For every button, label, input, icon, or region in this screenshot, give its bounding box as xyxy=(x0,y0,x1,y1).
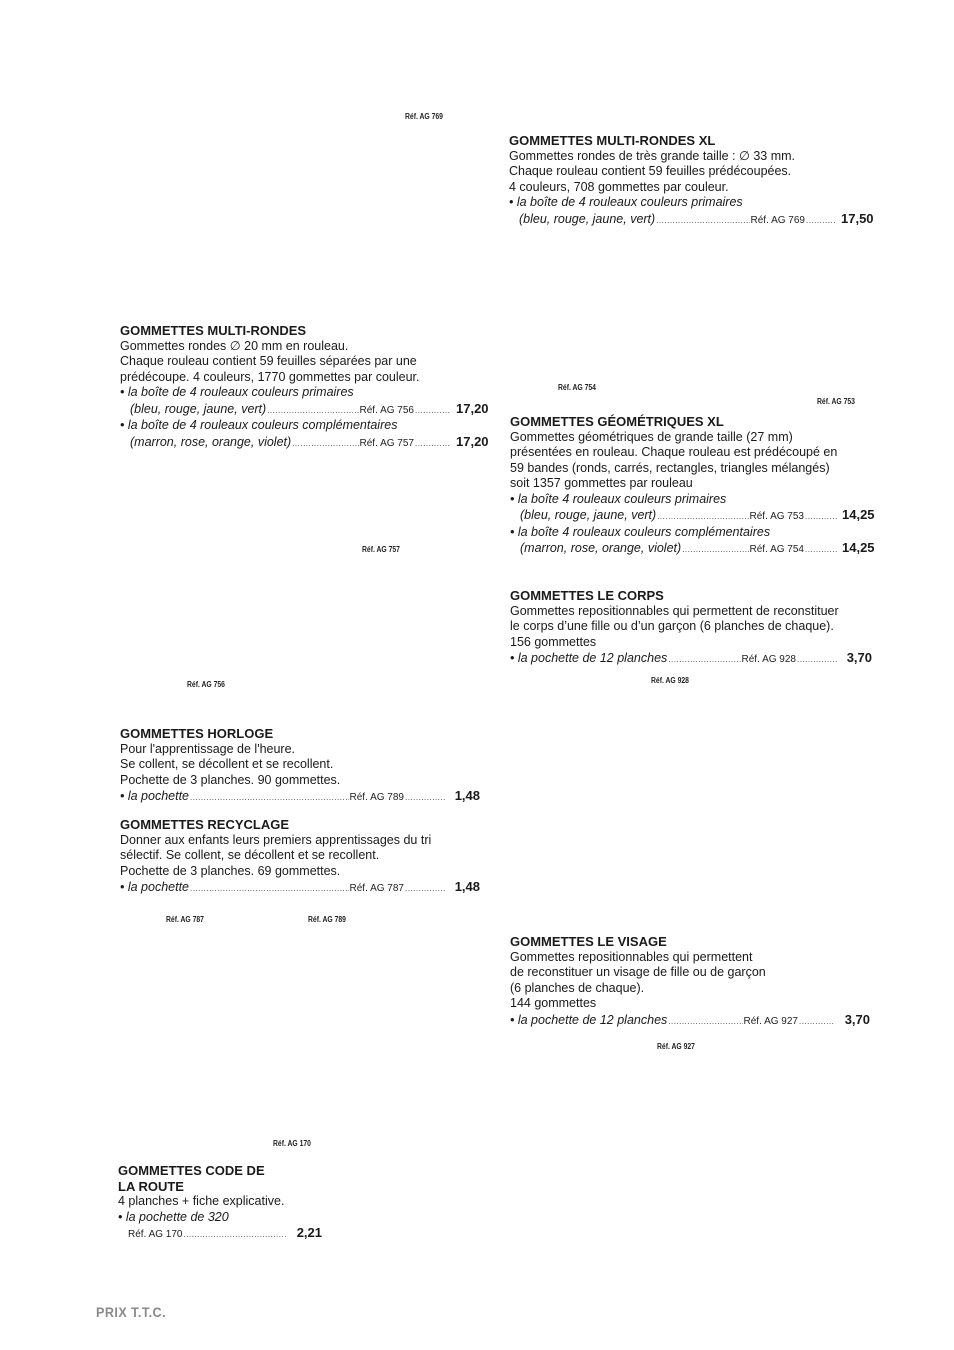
item-label: • la boîte de 4 rouleaux couleurs complémentaires xyxy=(120,418,398,432)
product-recyclage xyxy=(120,817,480,897)
leader-dots xyxy=(415,436,451,452)
product-multi-rondes xyxy=(120,323,489,451)
product-description: Gommettes rondes ∅ 20 mm en rouleau. Chaque rouleau contient 59 feuilles séparées par une prédécoupe. 4 couleurs, 1770 gommettes par couleur. xyxy=(120,338,420,384)
leader-dots xyxy=(682,542,748,558)
product-description: 4 planches + fiche explicative. xyxy=(118,1194,285,1208)
product-title: GOMMETTES HORLOGE xyxy=(120,726,274,741)
price-line xyxy=(120,433,489,452)
leader-dots xyxy=(405,790,445,806)
item-price: 1,48 xyxy=(454,788,480,803)
product-horloge xyxy=(120,726,480,806)
item-sub-label: (bleu, rouge, jaune, vert) xyxy=(519,211,656,226)
price-line xyxy=(510,1012,870,1030)
item-ref: Réf. AG 787 xyxy=(349,883,404,894)
item-ref: Réf. AG 928 xyxy=(741,654,796,665)
item-price: 17,50 xyxy=(841,210,874,226)
ref-label-ag928: Réf. AG 928 xyxy=(651,676,689,685)
price-line xyxy=(120,788,480,806)
leader-dots xyxy=(183,1227,287,1243)
ref-label-ag787: Réf. AG 787 xyxy=(166,915,204,924)
ref-label-ag757: Réf. AG 757 xyxy=(362,545,400,554)
item-sub-label: (bleu, rouge, jaune, vert) xyxy=(130,401,267,416)
ref-label-ag927: Réf. AG 927 xyxy=(657,1042,695,1051)
item-ref: Réf. AG 769 xyxy=(750,214,805,226)
product-description: Gommettes repositionnables qui permettent de reconstituer un visage de fille ou de garçon (6 planches de chaque). 144 gommettes xyxy=(510,949,766,1010)
item-ref: Réf. AG 754 xyxy=(749,544,804,555)
leader-dots xyxy=(668,1014,742,1030)
ref-label-ag756: Réf. AG 756 xyxy=(187,680,225,689)
leader-dots xyxy=(190,790,349,806)
product-description: Gommettes rondes de très grande taille : ∅ 33 mm. Chaque rouleau contient 59 feuilles prédécoupées. 4 couleurs, 708 gommettes par couleur. xyxy=(509,148,796,194)
footer-price-note: PRIX T.T.C. xyxy=(96,1304,167,1320)
leader-dots xyxy=(799,1014,835,1030)
product-le-visage xyxy=(510,934,870,1029)
item-price: 3,70 xyxy=(844,1011,870,1027)
leader-dots xyxy=(405,881,445,897)
product-title: GOMMETTES LE CORPS xyxy=(510,588,664,603)
product-le-corps xyxy=(510,588,872,668)
item-price: 17,20 xyxy=(456,400,489,416)
leader-dots xyxy=(657,509,748,525)
price-line xyxy=(510,540,875,558)
item-label: • la pochette de 12 planches xyxy=(510,1012,668,1027)
item-label: • la pochette de 320 xyxy=(118,1209,229,1224)
product-title: GOMMETTES MULTI-RONDES xyxy=(120,323,307,338)
item-sub-label: (marron, rose, orange, violet) xyxy=(520,541,682,555)
item-ref: Réf. AG 170 xyxy=(128,1229,183,1240)
item-ref: Réf. AG 789 xyxy=(349,792,404,803)
item-ref: Réf. AG 927 xyxy=(743,1015,798,1027)
product-title: GOMMETTES MULTI-RONDES XL xyxy=(509,133,716,148)
item-ref: Réf. AG 756 xyxy=(359,404,414,416)
price-line xyxy=(120,879,480,897)
item-price: 3,70 xyxy=(846,650,872,665)
price-line xyxy=(510,650,872,668)
product-geometriques-xl xyxy=(510,414,875,558)
leader-dots xyxy=(292,436,358,452)
leader-dots xyxy=(797,652,837,668)
product-title: GOMMETTES LE VISAGE xyxy=(510,934,667,949)
product-title: GOMMETTES GÉOMÉTRIQUES XL xyxy=(510,414,724,429)
product-description: Pour l'apprentissage de l'heure. Se collent, se décollent et se recollent. Pochette de 3 planches. 90 gommettes. xyxy=(120,741,341,787)
item-label: • la pochette xyxy=(120,880,190,894)
leader-dots xyxy=(415,403,451,419)
product-title: GOMMETTES CODE DE LA ROUTE xyxy=(118,1163,265,1194)
leader-dots xyxy=(656,213,749,229)
item-label: • la boîte de 4 rouleaux couleurs primaires xyxy=(509,195,743,209)
product-code-route xyxy=(118,1163,322,1243)
item-label: • la boîte 4 rouleaux couleurs primaires xyxy=(510,491,727,506)
leader-dots xyxy=(190,881,349,897)
item-label: • la boîte de 4 rouleaux couleurs primaires xyxy=(120,385,354,399)
item-price: 14,25 xyxy=(842,540,875,555)
item-price: 1,48 xyxy=(454,879,480,894)
item-label: • la pochette de 12 planches xyxy=(510,651,668,665)
ref-label-ag789: Réf. AG 789 xyxy=(308,915,346,924)
product-description: Gommettes repositionnables qui permettent de reconstituer le corps d’une fille ou d’un garçon (6 planches de chaque). 156 gommettes xyxy=(510,603,839,649)
item-label: • la pochette xyxy=(120,789,190,803)
price-line xyxy=(509,210,874,229)
ref-label-ag754: Réf. AG 754 xyxy=(558,383,596,392)
item-price: 14,25 xyxy=(842,507,875,522)
price-line xyxy=(510,507,875,525)
ref-label-ag753: Réf. AG 753 xyxy=(817,397,855,406)
ref-label-ag170: Réf. AG 170 xyxy=(273,1139,311,1148)
product-description: Gommettes géométriques de grande taille (27 mm) présentées en rouleau. Chaque rouleau est prédécoupé en 59 bandes (ronds, carrés, rectangles, triangles mélangés) soit 1357 gommettes par rouleau xyxy=(510,429,838,490)
leader-dots xyxy=(668,652,740,668)
item-price: 17,20 xyxy=(456,433,489,449)
item-label: • la boîte 4 rouleaux couleurs complémentaires xyxy=(510,524,771,539)
item-ref: Réf. AG 753 xyxy=(749,511,804,522)
leader-dots xyxy=(805,542,837,558)
leader-dots xyxy=(267,403,358,419)
item-sub-label: (bleu, rouge, jaune, vert) xyxy=(520,508,657,522)
price-line xyxy=(120,400,489,419)
item-sub-label: (marron, rose, orange, violet) xyxy=(130,434,292,449)
price-line xyxy=(118,1225,322,1243)
leader-dots xyxy=(805,509,837,525)
product-multi-rondes-xl xyxy=(509,133,874,228)
item-ref: Réf. AG 757 xyxy=(359,437,414,449)
ref-label-ag769: Réf. AG 769 xyxy=(405,112,443,121)
product-description: Donner aux enfants leurs premiers apprentissages du tri sélectif. Se collent, se décollent et se recollent. Pochette de 3 planches. 69 gommettes. xyxy=(120,832,432,878)
item-price: 2,21 xyxy=(296,1225,322,1240)
product-title: GOMMETTES RECYCLAGE xyxy=(120,817,290,832)
leader-dots xyxy=(806,213,836,229)
